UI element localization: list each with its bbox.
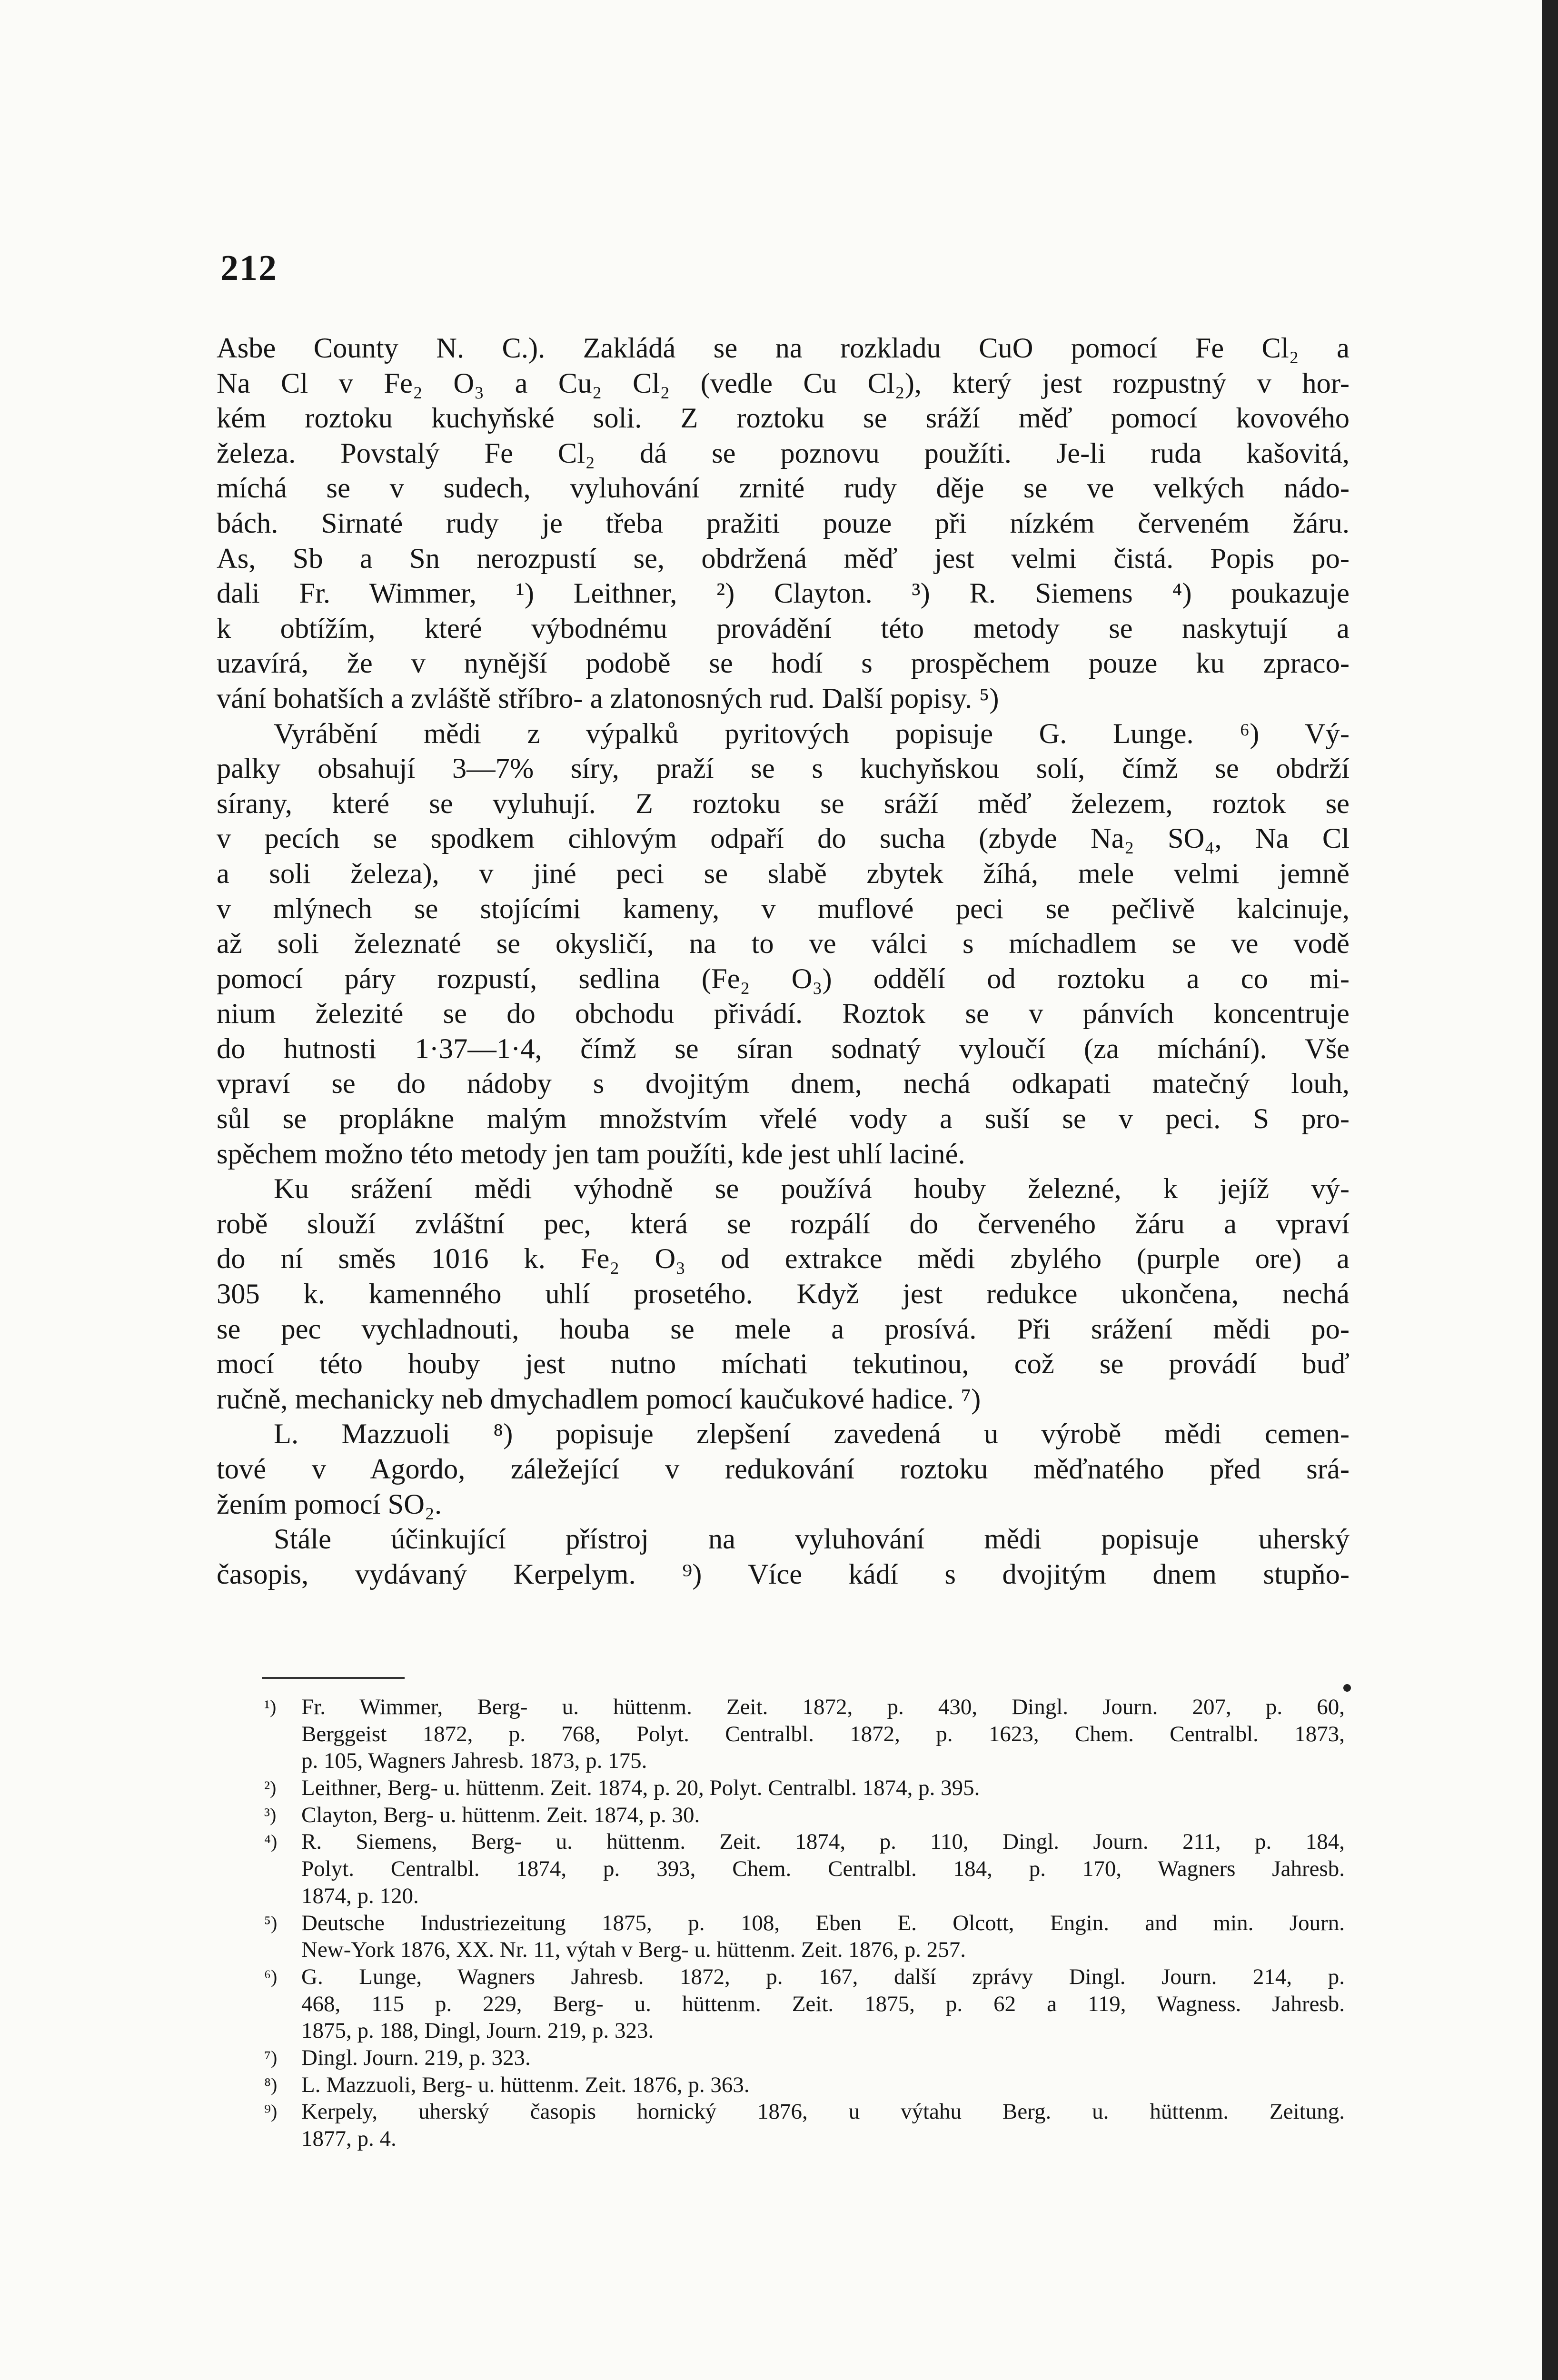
text-line: nium železité se do obchodu přivádí. Roztok se v pánvích koncentruje <box>217 998 1350 1030</box>
footnote-line: Polyt. Centralbl. 1874, p. 393, Chem. Centralbl. 184, p. 170, Wagners Jahresb. <box>301 1856 1345 1882</box>
footnote-line: ⁸) L. Mazzuoli, Berg- u. hüttenm. Zeit. 1876, p. 363. <box>264 2072 1345 2099</box>
text-line: k obtížím, které výbodnému provádění této metody se naskytují a <box>217 612 1350 645</box>
footnote-line: 1874, p. 120. <box>301 1883 419 1908</box>
footnote-mark: ⁴) <box>264 1831 278 1853</box>
text-line: L. Mazzuoli ⁸) popisuje zlepšení zavedená u výrobě mědi cemen- <box>274 1418 1350 1450</box>
margin-dot <box>1343 1684 1351 1692</box>
footnote-mark: ⁸) <box>264 2073 278 2095</box>
text-line: Vyrábění mědi z výpalků pyritových popisuje G. Lunge. ⁶) Vý- <box>274 717 1350 750</box>
footnotes <box>264 1694 1345 2152</box>
text-line: uzavírá, že v nynější podobě se hodí s prospěchem pouze ku zpraco- <box>217 647 1350 680</box>
text-line: 305 k. kamenného uhlí prosetého. Když jest redukce ukončena, nechá <box>217 1278 1350 1310</box>
footnote-line: p. 105, Wagners Jahresb. 1873, p. 175. <box>301 1748 647 1774</box>
footnote-line: Berggeist 1872, p. 768, Polyt. Centralbl. 1872, p. 1623, Chem. Centralbl. 1873, <box>301 1721 1345 1746</box>
text-line: Asbe County N. C.). Zakládá se na rozkladu CuO pomocí Fe Cl₂ a <box>217 332 1350 364</box>
text-line: sůl se propláknе malým množstvím vřelé vody a suší se v peci. S pro- <box>217 1103 1350 1135</box>
text-line: vpraví se do nádoby s dvojitým dnem, nechá odkapati matečný louh, <box>217 1068 1350 1100</box>
text-line: se pec vychladnouti, houba se mele a prosívá. Při srážení mědi po- <box>217 1313 1350 1345</box>
footnote-line: 1875, p. 188, Dingl, Journ. 219, p. 323. <box>301 2018 654 2043</box>
text-line: v mlýnech se stojícími kameny, v muflové peci se pečlivě kalcinuje, <box>217 892 1350 925</box>
page-number: 212 <box>220 248 278 288</box>
text-line: železa. Povstalý Fe Cl₂ dá se poznovu použíti. Je-li ruda kašovitá, <box>217 437 1350 469</box>
text-line: Stále účinkující přístroj na vyluhování mědi popisuje uherský <box>274 1523 1350 1556</box>
footnote-mark: ²) <box>264 1777 277 1799</box>
footnote-rule <box>262 1677 405 1679</box>
footnote-line: 468, 115 p. 229, Berg- u. hüttenm. Zeit. 1875, p. 62 a 119, Wagness. Jahresb. <box>301 1991 1345 2016</box>
text-line: tové v Agordo, záležející v redukování roztoku měďnatého před srá- <box>217 1453 1350 1485</box>
text-line: kém roztoku kuchyňské soli. Z roztoku se sráží měď pomocí kovového <box>217 402 1350 435</box>
footnote-mark: ⁷) <box>264 2046 278 2068</box>
footnote-line: 1877, p. 4. <box>301 2126 397 2151</box>
text-line: bách. Sirnaté rudy je třeba pražiti pouze při nízkém červeném žáru. <box>217 507 1350 539</box>
text-line: až soli železnaté se okysličí, na to ve válci s míchadlem se ve vodě <box>217 928 1350 960</box>
footnote-mark: ¹) <box>264 1696 277 1717</box>
footnote-line: New-York 1876, XX. Nr. 11, výtah v Berg- u. hüttenm. Zeit. 1876, p. 257. <box>301 1937 966 1963</box>
footnote-line: ⁴) R. Siemens, Berg- u. hüttenm. Zeit. 1874, p. 110, Dingl. Journ. 211, p. 184, <box>264 1828 1345 1855</box>
footnote-mark: ³) <box>264 1804 277 1825</box>
text-line: Na Cl v Fe₂ O₃ a Cu₂ Cl₂ (vedle Cu Cl₂), který jest rozpustný v hor- <box>217 367 1350 399</box>
footnote-line: ²) Leithner, Berg- u. hüttenm. Zeit. 1874, p. 20, Polyt. Centralbl. 1874, p. 395. <box>264 1775 1345 1802</box>
text-line: a soli železa), v jiné peci se slabě zbytek žíhá, mele velmi jemně <box>217 857 1350 890</box>
footnote-line: ¹) Fr. Wimmer, Berg- u. hüttenm. Zeit. 1872, p. 430, Dingl. Journ. 207, p. 60, <box>264 1694 1345 1721</box>
body-text <box>217 331 1350 1592</box>
page-edge-bar <box>1542 0 1558 2380</box>
footnote-line: ⁷) Dingl. Journ. 219, p. 323. <box>264 2044 1345 2072</box>
text-line: ručně, mechanicky neb dmychadlem pomocí kaučukové hadice. ⁷) <box>217 1383 981 1415</box>
text-line: pomocí páry rozpustí, sedlina (Fe₂ O₃) oddělí od roztoku a co mi- <box>217 962 1350 995</box>
footnote-line: ³) Clayton, Berg- u. hüttenm. Zeit. 1874, p. 30. <box>264 1802 1345 1829</box>
text-line: dali Fr. Wimmer, ¹) Leithner, ²) Clayton. ³) R. Siemens ⁴) poukazuje <box>217 577 1350 610</box>
text-line: časopis, vydávaný Kerpelym. ⁹) Více kádí s dvojitým dnem stupňo- <box>217 1558 1350 1590</box>
text-line: spěchem možno této metody jen tam použíti, kde jest uhlí laciné. <box>217 1138 965 1170</box>
text-line: do ní směs 1016 k. Fe₂ O₃ od extrakce mědi zbylého (purple ore) a <box>217 1243 1350 1275</box>
text-line: Ku srážení mědi výhodně se používá houby železné, k jejíž vý- <box>274 1173 1350 1205</box>
footnote-mark: ⁵) <box>264 1912 278 1934</box>
footnote-mark: ⁹) <box>264 2101 278 2122</box>
text-line: sírany, které se vyluhují. Z roztoku se sráží měď železem, roztok se <box>217 787 1350 820</box>
text-line: mocí této houby jest nutno míchati tekutinou, což se provádí buď <box>217 1348 1350 1380</box>
text-line: v pecích se spodkem cihlovým odpaří do sucha (zbyde Na₂ SO₄, Na Cl <box>217 823 1350 855</box>
text-line: As, Sb a Sn nerozpustí se, obdržená měď jest velmi čistá. Popis po- <box>217 542 1350 575</box>
text-line: palky obsahují 3—7% síry, praží se s kuchyňskou solí, čímž se obdrží <box>217 753 1350 785</box>
footnote-mark: ⁶) <box>264 1965 278 1987</box>
text-line: vání bohatších a zvláště stříbro- a zlatonosných rud. Další popisy. ⁵) <box>217 682 999 714</box>
footnote-line: ⁵) Deutsche Industriezeitung 1875, p. 108, Eben E. Olcott, Engin. and min. Journ. <box>264 1910 1345 1937</box>
text-line: míchá se v sudech, vyluhování zrnité rudy děje se ve velkých nádo- <box>217 472 1350 505</box>
text-line: robě slouží zvláštní pec, která se rozpálí do červeného žáru a vpraví <box>217 1208 1350 1240</box>
footnote-line: ⁹) Kerpely, uherský časopis hornický 1876, u výtahu Berg. u. hüttenm. Zeitung. <box>264 2098 1345 2125</box>
text-line: žením pomocí SO₂. <box>217 1488 442 1520</box>
footnote-line: ⁶) G. Lunge, Wagners Jahresb. 1872, p. 167, další zprávy Dingl. Journ. 214, p. <box>264 1964 1345 1991</box>
text-line: do hutnosti 1·37—1·4, čímž se síran sodnatý vyloučí (za míchání). Vše <box>217 1032 1350 1065</box>
